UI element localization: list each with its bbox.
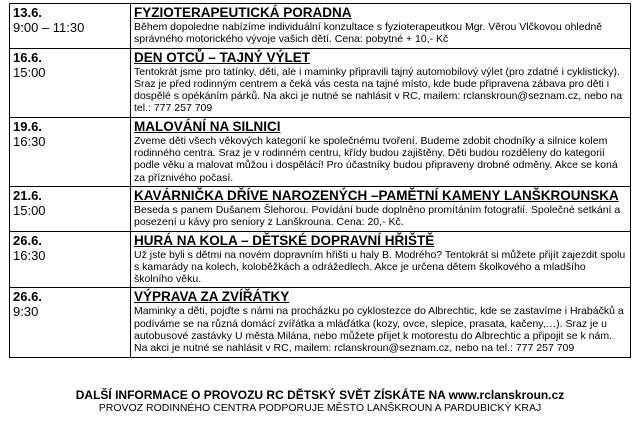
event-row <box>10 186 631 231</box>
event-title: KAVÁRNIČKA DŘÍVE NAROZENÝCH –PAMĚTNÍ KAMENY LANŠKROUNSKA <box>134 187 619 203</box>
event-date: 26.6. <box>13 289 42 305</box>
event-time: 15:00 <box>13 64 46 80</box>
event-date-cell <box>10 117 131 186</box>
event-info-cell <box>131 117 631 186</box>
event-title: HURÁ NA KOLA – DĚTSKÉ DOPRAVNÍ HŘIŠTĚ <box>134 232 435 248</box>
footer-info-line: DALŠÍ INFORMACE O PROVOZU RC DĚTSKÝ SVĚT ZÍSKÁTE NA www.rclanskroun.cz <box>75 388 565 402</box>
event-info-cell <box>131 4 631 49</box>
event-info-cell <box>131 48 631 117</box>
event-date: 26.6. <box>13 232 42 248</box>
event-info-cell <box>131 186 631 231</box>
footer-sponsor-line: PROVOZ RODINNÉHO CENTRA PODPORUJE MĚSTO LANŠKROUN A PARDUBICKÝ KRAJ <box>98 402 542 414</box>
event-time: 16:30 <box>13 133 46 149</box>
event-row <box>10 4 631 49</box>
event-row <box>10 231 631 288</box>
event-description: Už jste byli s dětmi na novém dopravním hřišti u haly B. Modrého? Tentokrát si můžete přijít zajezdit spolu s kamarády na kolech, koloběžkách a odrážedlech. Akce je určena dětem školkového a mladšího školního věku. <box>134 248 626 286</box>
event-date-cell <box>10 288 131 357</box>
event-row <box>10 48 631 117</box>
event-title: MALOVÁNÍ NA SILNICI <box>134 118 281 134</box>
event-title: VÝPRAVA ZA ZVÍŘÁTKY <box>134 289 290 305</box>
event-description: Maminky a děti, pojďte s námi na procházku po cyklostezce do Albrechtic, kde se zastavíme i Hrabáčků a podíváme se na různá domácí zvířátka a mláďátka (kozy, ovce, slepice, prasata, kačeny,…). Sraz je u autobusové zastávky U města Milána, nebo můžete přijet k motorestu do Albrechtic a připojit se k nám. Na akci je nutné se nahlásit v RC, mailem: rclanskroun@seznam.cz, nebo na tel.: 777 257 709 <box>134 305 624 355</box>
event-time: 9:30 <box>13 304 39 320</box>
event-info-cell <box>131 231 631 288</box>
event-schedule-table <box>9 3 631 358</box>
event-date-cell <box>10 48 131 117</box>
event-row <box>10 117 631 186</box>
event-date: 19.6. <box>13 118 42 134</box>
event-date-cell <box>10 4 131 49</box>
event-description: Beseda s panem Dušanem Šlehorou. Povídání bude doplněno promítáním fotografií. Společné setkání a posezení u kávy pro seniory z Lanškrouna. Cena: 20,- Kč. <box>134 203 621 229</box>
event-row <box>10 288 631 357</box>
event-date: 13.6. <box>13 5 42 20</box>
event-description: Tentokrát jsme pro tatínky, děti, ale i maminky připravili tajný automobilový výlet (pro zdatné i cyklisticky). Sraz je před rodinným centrem a čeká vás cesta na tajné místo, kde bude připravena zábava pro děti i dospělé s opékáním párků. Na akci je nutné se nahlásit v RC, mailem: rclanskroun@seznam.cz, nebo na tel.: 777 257 709 <box>134 65 623 115</box>
event-description: Zveme děti všech věkových kategorií ke společnému tvoření. Budeme zdobit chodníky a silnice kolem rodinného centra. Sraz je v rodinném centru, křídy budou zajištěny. Děti budou rozděleny do kategorií podle věku a malovat můžou i dospělácí! Pro účastníky budou připraveny drobné odměny. Akce se koná za příznivého počasí. <box>134 134 618 184</box>
event-info-cell <box>131 288 631 357</box>
event-description: Během dopoledne nabízíme individuální konzultace s fyzioterapeutkou Mgr. Věrou Vlčkovou ohledně správného motorického vývoje vašich dětí. Cena: pobytné + 10,- Kč <box>134 21 603 46</box>
event-date: 16.6. <box>13 49 42 65</box>
event-time: 15:00 <box>13 202 46 218</box>
event-title: DEN OTCŮ – TAJNÝ VÝLET <box>134 49 311 65</box>
event-time: 9:00 – 11:30 <box>13 20 85 35</box>
event-date-cell <box>10 231 131 288</box>
event-date: 21.6. <box>13 187 42 203</box>
event-time: 16:30 <box>13 247 46 263</box>
event-date-cell <box>10 186 131 231</box>
event-title: FYZIOTERAPEUTICKÁ PORADNA <box>134 5 352 20</box>
